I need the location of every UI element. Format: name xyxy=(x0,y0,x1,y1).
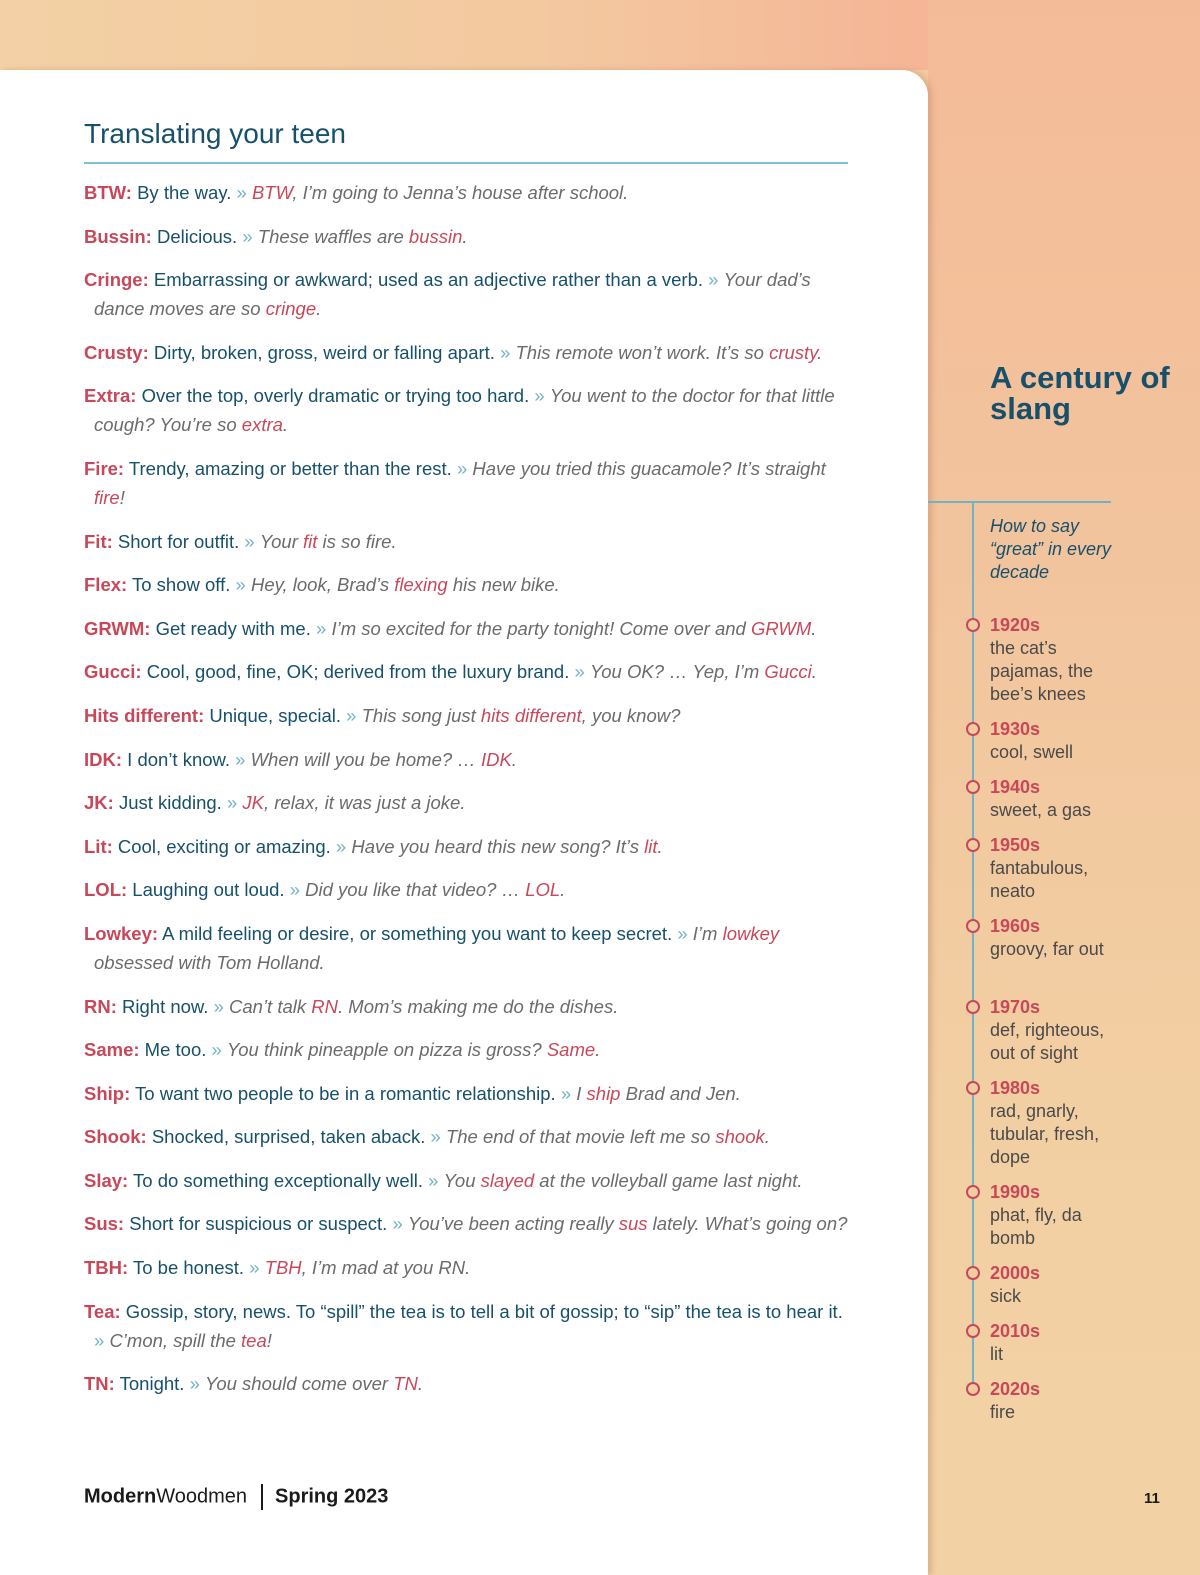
entry-term: JK: xyxy=(84,792,114,814)
example-highlight: hits different xyxy=(480,704,582,726)
decade-year: 1920s xyxy=(990,615,1041,635)
example-highlight: cringe xyxy=(265,298,317,320)
glossary-entry xyxy=(84,614,852,643)
example-separator: » xyxy=(211,1039,222,1061)
decade-slang: sick xyxy=(990,1286,1021,1306)
example-text: lately. What’s going on? xyxy=(647,1213,848,1235)
example-text: , you know? xyxy=(581,704,681,726)
glossary-entry xyxy=(84,222,852,251)
timeline-dot-icon xyxy=(966,919,980,933)
glossary-entry xyxy=(84,745,852,774)
example-separator: » xyxy=(560,1082,572,1104)
example-highlight: IDK xyxy=(480,748,512,770)
entry-definition: Unique, special. xyxy=(204,704,342,726)
glossary-entry xyxy=(84,570,852,599)
decade-item xyxy=(990,1262,1130,1308)
glossary-entry xyxy=(84,454,852,512)
example-text: When will you be home? … xyxy=(250,748,481,770)
entry-definition: Just kidding. xyxy=(113,792,222,814)
example-highlight: BTW xyxy=(251,182,293,203)
glossary-entry xyxy=(84,1297,852,1355)
entry-definition: Me too. xyxy=(139,1039,207,1061)
example-separator: » xyxy=(242,225,253,247)
example-text: , I’m going to Jenna’s house after school. xyxy=(292,182,629,203)
timeline-dot-icon xyxy=(966,1081,980,1095)
example-text: . xyxy=(511,748,517,770)
example-text: , I’m mad at you RN. xyxy=(301,1257,471,1279)
example-separator: » xyxy=(428,1169,439,1191)
example-text: . xyxy=(595,1039,601,1061)
example-text: . xyxy=(811,661,817,683)
entry-term: Lit: xyxy=(84,835,113,857)
sidebar-divider xyxy=(928,501,1111,503)
decade-year: 2020s xyxy=(990,1379,1041,1399)
brand-woodmen: Woodmen xyxy=(156,1485,248,1508)
example-separator: » xyxy=(235,574,246,596)
glossary-entry xyxy=(84,1253,852,1282)
entry-definition: By the way. xyxy=(131,182,232,203)
example-highlight: fire xyxy=(94,486,120,508)
issue-label: Spring 2023 xyxy=(275,1485,389,1508)
example-highlight: bussin xyxy=(408,225,463,247)
timeline-dot-icon xyxy=(966,1266,980,1280)
example-highlight: Same xyxy=(546,1039,596,1061)
example-highlight: sus xyxy=(618,1213,648,1235)
entry-definition: A mild feeling or desire, or something you want to keep secret. xyxy=(158,922,673,944)
glossary-list xyxy=(84,178,852,1413)
glossary-entry xyxy=(84,788,852,817)
entry-term: Ship: xyxy=(84,1082,131,1104)
glossary-entry xyxy=(84,1209,852,1238)
entry-term: Gucci: xyxy=(84,661,142,683)
decade-year: 1940s xyxy=(990,777,1041,797)
glossary-entry xyxy=(84,992,852,1021)
glossary-entry xyxy=(84,919,852,977)
entry-term: Bussin: xyxy=(84,225,152,247)
example-text: Can’t talk xyxy=(229,995,312,1017)
example-text: I xyxy=(576,1082,587,1104)
entry-definition: Trendy, amazing or better than the rest. xyxy=(124,457,452,479)
decade-slang: rad, gnarly, tubular, fresh, dope xyxy=(990,1101,1100,1167)
example-highlight: lit xyxy=(644,835,658,857)
entry-definition: Laughing out loud. xyxy=(127,879,285,901)
example-highlight: LOL xyxy=(525,879,561,901)
entry-term: Fit: xyxy=(84,530,113,552)
timeline-dot-icon xyxy=(966,780,980,794)
example-separator: » xyxy=(235,748,246,770)
glossary-entry xyxy=(84,1079,852,1108)
entry-term: IDK: xyxy=(84,748,123,770)
example-separator: » xyxy=(574,661,585,683)
example-highlight: TBH xyxy=(264,1257,302,1279)
glossary-entry xyxy=(84,381,852,439)
example-highlight: JK xyxy=(242,792,264,814)
example-text: . xyxy=(417,1373,424,1395)
example-text: These waffles are xyxy=(257,225,409,247)
page-title: Translating your teen xyxy=(84,118,346,149)
example-text: . xyxy=(811,617,817,639)
sidebar-title: A century of slang xyxy=(990,360,1170,426)
example-highlight: slayed xyxy=(480,1169,535,1191)
example-separator: » xyxy=(456,457,468,479)
decade-slang: cool, swell xyxy=(990,742,1074,762)
example-separator: » xyxy=(213,995,224,1017)
glossary-entry xyxy=(84,832,852,861)
example-text: This remote won’t work. It’s so xyxy=(515,341,770,363)
example-text: C’mon, spill the xyxy=(109,1329,242,1351)
decade-year: 1970s xyxy=(990,997,1041,1017)
glossary-entry xyxy=(84,1122,852,1151)
entry-term: GRWM: xyxy=(84,617,151,639)
example-text: You think pineapple on pizza is gross? xyxy=(226,1039,547,1061)
example-text: . xyxy=(282,414,289,436)
decade-slang: fantabulous, neato xyxy=(990,858,1089,901)
entry-term: Crusty: xyxy=(84,341,149,363)
decade-item xyxy=(990,1181,1130,1250)
decade-year: 2010s xyxy=(990,1321,1041,1341)
brand-modern: Modern xyxy=(84,1485,157,1508)
entry-definition: Embarrassing or awkward; used as an adjective rather than a verb. xyxy=(148,269,704,291)
example-text: ! xyxy=(119,486,125,508)
entry-definition: To do something exceptionally well. xyxy=(128,1169,424,1191)
entry-term: LOL: xyxy=(84,879,128,901)
entry-definition: I don’t know. xyxy=(122,748,231,770)
title-divider xyxy=(84,162,848,164)
entry-definition: Cool, good, fine, OK; derived from the luxury brand. xyxy=(141,661,570,683)
example-separator: » xyxy=(236,182,247,203)
glossary-entry xyxy=(84,265,852,323)
decade-item xyxy=(990,776,1130,822)
entry-definition: Short for suspicious or suspect. xyxy=(124,1213,388,1235)
glossary-entry xyxy=(84,527,852,556)
decade-slang: phat, fly, da bomb xyxy=(990,1205,1082,1248)
decade-item xyxy=(990,614,1130,706)
example-text: his new bike. xyxy=(447,574,560,596)
example-text: . xyxy=(560,879,566,901)
example-separator: » xyxy=(708,269,719,291)
page-number: 11 xyxy=(1144,1490,1160,1507)
footer-divider xyxy=(261,1484,263,1510)
glossary-entry xyxy=(84,1369,852,1398)
decade-year: 1980s xyxy=(990,1078,1041,1098)
entry-definition: To be honest. xyxy=(128,1257,245,1279)
example-separator: » xyxy=(346,704,357,726)
example-text: You OK? … Yep, I’m xyxy=(589,661,765,683)
decade-year: 1950s xyxy=(990,835,1041,855)
example-text: ! xyxy=(266,1329,272,1351)
example-highlight: TN xyxy=(393,1373,418,1395)
glossary-entry xyxy=(84,875,852,904)
example-separator: » xyxy=(244,530,255,552)
example-text: You went to the doctor for that little cough? You’re so xyxy=(94,385,835,436)
example-text: Your xyxy=(259,530,304,552)
entry-definition: Short for outfit. xyxy=(112,530,240,552)
example-text: I’m xyxy=(692,922,723,944)
timeline-dot-icon xyxy=(966,722,980,736)
decade-slang: def, righteous, out of sight xyxy=(990,1020,1105,1063)
timeline-dot-icon xyxy=(966,1382,980,1396)
entry-term: Fire: xyxy=(84,457,125,479)
decade-slang: fire xyxy=(990,1402,1016,1422)
example-text: I’m so excited for the party tonight! Come over and xyxy=(331,617,751,639)
example-separator: » xyxy=(226,792,238,814)
example-highlight: RN xyxy=(311,995,338,1017)
decade-item xyxy=(990,1378,1130,1424)
timeline-dot-icon xyxy=(966,1324,980,1338)
entry-term: Tea: xyxy=(84,1300,121,1322)
decade-year: 1930s xyxy=(990,719,1041,739)
entry-term: Cringe: xyxy=(84,269,149,291)
example-separator: » xyxy=(249,1257,260,1279)
example-text: , relax, it was just a joke. xyxy=(263,792,466,814)
glossary-entry xyxy=(84,701,852,730)
example-text: at the volleyball game last night. xyxy=(534,1169,803,1191)
example-separator: » xyxy=(94,1329,105,1351)
example-text: . xyxy=(817,341,823,363)
glossary-entry xyxy=(84,1166,852,1195)
entry-definition: To show off. xyxy=(127,574,231,596)
example-text: Hey, look, Brad’s xyxy=(250,574,395,596)
entry-term: RN: xyxy=(84,995,117,1017)
example-highlight: shook xyxy=(715,1126,765,1148)
entry-definition: Dirty, broken, gross, weird or falling apart. xyxy=(148,341,495,363)
example-text: Brad and Jen. xyxy=(620,1082,741,1104)
entry-definition: Delicious. xyxy=(151,225,238,247)
example-text: . xyxy=(764,1126,770,1148)
decade-item xyxy=(990,1320,1130,1366)
entry-definition: Right now. xyxy=(116,995,209,1017)
decade-slang: sweet, a gas xyxy=(990,800,1092,820)
example-separator: » xyxy=(677,922,688,944)
example-text: This song just xyxy=(361,704,481,726)
example-separator: » xyxy=(316,617,327,639)
entry-definition: Shocked, surprised, taken aback. xyxy=(146,1126,426,1148)
example-highlight: lowkey xyxy=(722,922,780,944)
timeline-dot-icon xyxy=(966,1185,980,1199)
example-text: You xyxy=(443,1169,481,1191)
entry-term: TN: xyxy=(84,1373,115,1395)
sidebar-subtitle: How to say “great” in every decade xyxy=(990,516,1112,582)
entry-definition: Over the top, overly dramatic or trying too hard. xyxy=(136,385,530,407)
decade-item xyxy=(990,915,1130,961)
entry-term: Lowkey: xyxy=(84,922,159,944)
timeline-dot-icon xyxy=(966,618,980,632)
example-highlight: tea xyxy=(241,1329,267,1351)
entry-definition: Tonight. xyxy=(114,1373,185,1395)
example-text: Did you like that video? … xyxy=(305,879,526,901)
entry-term: Extra: xyxy=(84,385,137,407)
example-text: You’ve been acting really xyxy=(407,1213,619,1235)
decade-year: 1990s xyxy=(990,1182,1041,1202)
example-text: . xyxy=(316,298,322,320)
example-text: Have you tried this guacamole? It’s straight xyxy=(472,457,826,479)
example-separator: » xyxy=(392,1213,403,1235)
example-separator: » xyxy=(430,1126,441,1148)
entry-term: TBH: xyxy=(84,1257,129,1279)
decade-item xyxy=(990,834,1130,903)
timeline-dot-icon xyxy=(966,1000,980,1014)
example-separator: » xyxy=(500,341,511,363)
example-separator: » xyxy=(335,835,347,857)
example-text: The end of that movie left me so xyxy=(445,1126,716,1148)
entry-term: Hits different: xyxy=(84,704,205,726)
decade-item xyxy=(990,1077,1130,1169)
entry-term: Flex: xyxy=(84,574,128,596)
example-highlight: GRWM xyxy=(750,617,812,639)
example-text: Your dad’s dance moves are so xyxy=(94,269,811,320)
example-highlight: flexing xyxy=(394,574,448,596)
glossary-entry xyxy=(84,178,852,207)
glossary-entry xyxy=(84,657,852,686)
entry-term: Slay: xyxy=(84,1169,129,1191)
example-text: Have you heard this new song? It’s xyxy=(351,835,645,857)
entry-definition: To want two people to be in a romantic relationship. xyxy=(130,1082,556,1104)
example-highlight: crusty xyxy=(769,341,818,363)
entry-term: BTW: xyxy=(84,182,132,203)
example-text: is so fire. xyxy=(317,530,397,552)
example-text: . xyxy=(462,225,468,247)
entry-definition: Cool, exciting or amazing. xyxy=(112,835,331,857)
decade-item xyxy=(990,996,1130,1065)
example-text: obsessed with Tom Holland. xyxy=(94,951,325,973)
decade-year: 2000s xyxy=(990,1263,1041,1283)
decade-year: 1960s xyxy=(990,916,1041,936)
example-separator: » xyxy=(289,879,300,901)
entry-definition: Get ready with me. xyxy=(150,617,311,639)
example-separator: » xyxy=(534,385,545,407)
example-highlight: ship xyxy=(586,1082,621,1104)
example-highlight: Gucci xyxy=(764,661,812,683)
entry-term: Same: xyxy=(84,1039,140,1061)
decade-slang: groovy, far out xyxy=(990,939,1104,959)
glossary-entry xyxy=(84,338,852,367)
example-text: . xyxy=(657,835,663,857)
timeline-line xyxy=(972,503,974,1393)
example-highlight: extra xyxy=(241,414,283,436)
example-highlight: fit xyxy=(303,530,318,552)
decade-slang: lit xyxy=(990,1344,1003,1364)
entry-term: Sus: xyxy=(84,1213,125,1235)
entry-term: Shook: xyxy=(84,1126,147,1148)
example-text: You should come over xyxy=(205,1373,394,1395)
timeline-dot-icon xyxy=(966,838,980,852)
decade-slang: the cat’s pajamas, the bee’s knees xyxy=(990,638,1094,704)
example-separator: » xyxy=(189,1373,200,1395)
glossary-entry xyxy=(84,1035,852,1064)
example-text: . Mom’s making me do the dishes. xyxy=(338,995,619,1017)
decade-item xyxy=(990,718,1130,764)
entry-definition: Gossip, story, news. To “spill” the tea is to tell a bit of gossip; to “sip” the tea is to hear it. xyxy=(120,1300,843,1322)
footer xyxy=(84,1484,388,1510)
